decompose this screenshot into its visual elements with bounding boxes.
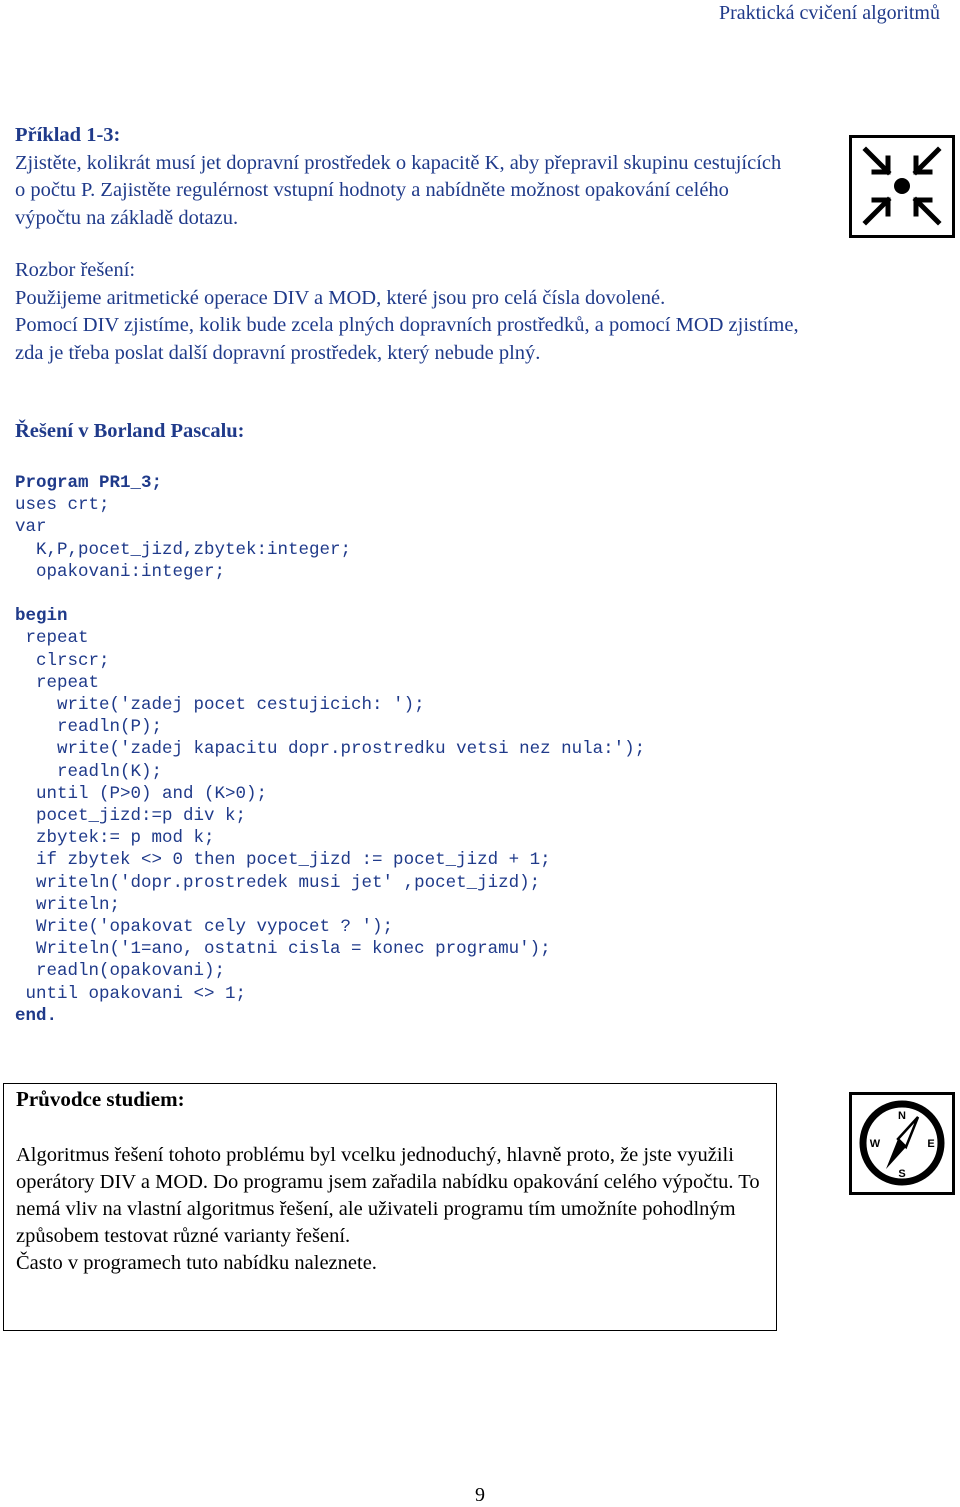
code-line: readln(K); [15,761,163,782]
code-line: Write('opakovat cely vypocet ? '); [15,917,394,938]
guide-last-line: Často v programech tuto nabídku naleznete. [16,1252,377,1274]
code-line: var [15,517,47,538]
code-line: if zbytek <> 0 then pocet_jizd := pocet_jizd + 1; [15,850,551,871]
compass-north-label: N [898,1110,906,1122]
guide-heading: Průvodce studiem: [16,1087,185,1111]
code-line: opakovani:integer; [15,561,226,582]
code-line: readln(opakovani); [15,961,226,982]
code-line: uses crt; [15,495,110,516]
compass-icon [849,1092,955,1195]
code-line: zbytek:= p mod k; [15,828,215,849]
example-text: Zjistěte, kolikrát musí jet dopravní prostředek o kapacitě K, aby přepravil skupinu cestujících o počtu P. Zajistěte regulérnost vstupní hodnoty a nabídněte možnost opakování celého výpočtu na základě dotazu. [15,151,782,229]
code-line: repeat [15,672,100,693]
code-line: until (P>0) and (K>0); [15,783,268,804]
page-number: 9 [475,1484,485,1506]
running-header: Praktická cvičení algoritmů [718,2,940,24]
code-line: end. [15,1005,58,1026]
code-line: writeln('dopr.prostredek musi jet' ,pocet_jizd); [15,872,541,893]
code-line: pocet_jizd:=p div k; [15,806,247,827]
study-guide-box [3,1083,777,1331]
code-line: K,P,pocet_jizd,zbytek:integer; [15,539,352,560]
guide-text-block [16,1142,768,1277]
code-line: until opakovani <> 1; [15,983,247,1004]
code-line: write('zadej pocet cestujicich: '); [15,695,425,716]
code-line: readln(P); [15,717,163,738]
code-line: begin [15,606,68,627]
code-line: Writeln('1=ano, ostatni cisla = konec programu'); [15,939,551,960]
analysis-line-1: Použijeme aritmetické operace DIV a MOD, které jsou pro celá čísla dovolené. [15,286,666,309]
guide-text: Algoritmus řešení tohoto problému byl vcelku jednoduchý, hlavně proto, že jste využili operátory DIV a MOD. Do programu jsem zařadila nabídku opakování celého výpočtu. To nemá vliv na vlastní algoritmus řešení, ale uživateli programu tím umožníte pohodlným způsobem testovat různé varianty řešení. [16,1144,760,1247]
analysis-heading: Rozbor řešení: [15,259,136,281]
compass-east-label: E [927,1138,935,1150]
code-line: Program PR1_3; [15,473,163,493]
compass-west-label: W [869,1138,881,1150]
example-heading: Příklad 1-3: [15,124,121,146]
pascal-code-listing [15,472,645,1027]
code-line: write('zadej kapacitu dopr.prostredku vetsi nez nula:'); [15,739,646,760]
solution-heading: Řešení v Borland Pascalu: [15,420,245,442]
code-line: repeat [15,628,89,649]
analysis-line-2: Pomocí DIV zjistíme, kolik bude zcela plných dopravních prostředků, a pomocí MOD zjistíme, zda je třeba poslat další dopravní prostředek, který nebude plný. [15,314,799,364]
code-line: clrscr; [15,650,110,671]
compass-south-label: S [898,1168,906,1180]
example-section [15,122,795,232]
attention-icon [849,135,955,238]
analysis-section [15,257,805,367]
code-line: writeln; [15,894,121,915]
